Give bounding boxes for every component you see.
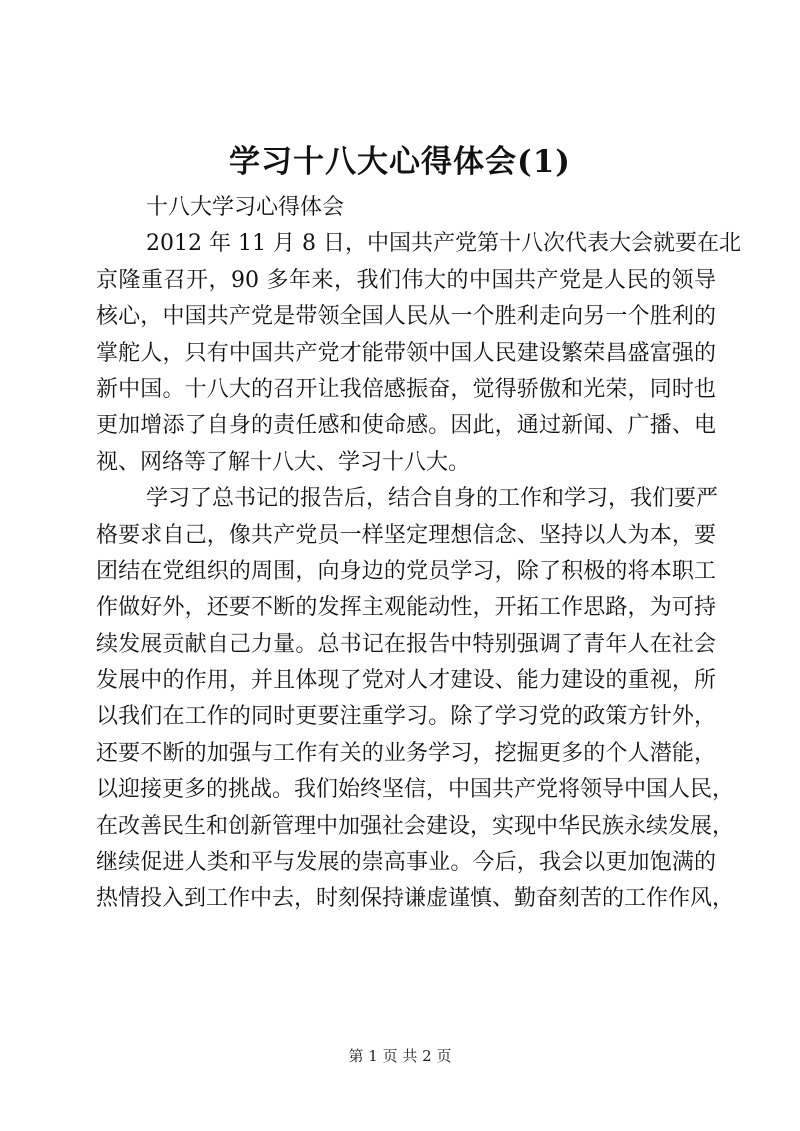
paragraph-line: 以我们在工作的同时更要注重学习。除了学习党的政策方针外， <box>96 704 716 730</box>
paragraph-line: 2012 年 11 月 8 日，中国共产党第十八次代表大会就要在北 <box>146 231 741 257</box>
paragraph-line: 续发展贡献自己力量。总书记在报告中特别强调了青年人在社会 <box>96 631 716 657</box>
paragraph-line: 新中国。十八大的召开让我倍感振奋，觉得骄傲和光荣，同时也 <box>96 376 716 402</box>
paragraph-line: 学习了总书记的报告后，结合自身的工作和学习，我们要严 <box>146 486 719 512</box>
document-body <box>96 190 741 918</box>
section-heading: 十八大学习心得体会 <box>146 195 345 220</box>
paragraph-line: 格要求自己，像共产党员一样坚定理想信念、坚持以人为本，要 <box>96 522 716 548</box>
paragraph-line: 视、网络等了解十八大、学习十八大。 <box>96 449 471 475</box>
page-footer: 第 1 页 共 2 页 <box>348 1047 452 1065</box>
paragraph-line: 继续促进人类和平与发展的崇高事业。今后，我会以更加饱满的 <box>96 850 716 876</box>
paragraph-line: 核心，中国共产党是带领全国人民从一个胜利走向另一个胜利的 <box>96 304 716 330</box>
paragraph-line: 更加增添了自身的责任感和使命感。因此，通过新闻、广播、电 <box>96 413 716 439</box>
paragraph-line: 掌舵人，只有中国共产党才能带领中国人民建设繁荣昌盛富强的 <box>96 340 716 366</box>
paragraph-line: 团结在党组织的周围，向身边的党员学习，除了积极的将本职工 <box>96 558 716 584</box>
paragraph-line: 还要不断的加强与工作有关的业务学习，挖掘更多的个人潜能， <box>96 740 716 766</box>
paragraph-line: 热情投入到工作中去，时刻保持谦虚谨慎、勤奋刻苦的工作作风， <box>96 886 735 912</box>
paragraph-line: 发展中的作用，并且体现了党对人才建设、能力建设的重视，所 <box>96 668 716 694</box>
paragraph-line: 作做好外，还要不断的发挥主观能动性，开拓工作思路，为可持 <box>96 595 716 621</box>
paragraph-line: 京隆重召开，90 多年来，我们伟大的中国共产党是人民的领导 <box>96 267 716 293</box>
paragraph-line: 以迎接更多的挑战。我们始终坚信，中国共产党将领导中国人民， <box>96 777 735 803</box>
paragraph-line: 在改善民生和创新管理中加强社会建设，实现中华民族永续发展， <box>96 813 735 839</box>
document-title: 学习十八大心得体会(1) <box>229 144 571 180</box>
